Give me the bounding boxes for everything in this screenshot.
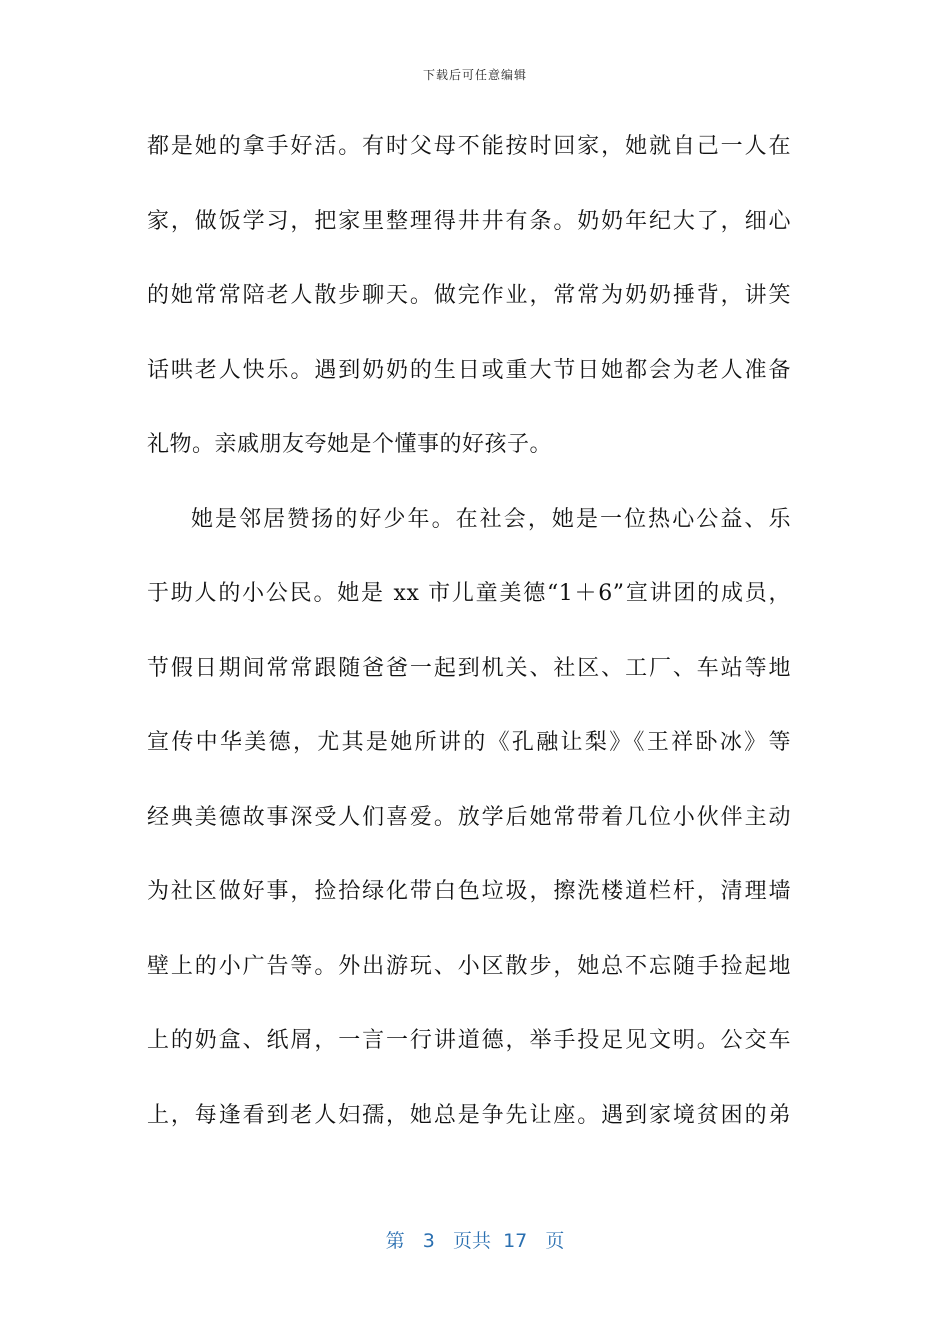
footer-page-number: 3	[422, 1230, 435, 1252]
text-line: 礼物。亲戚朋友夸她是个懂事的好孩子。	[147, 432, 553, 457]
text-line: 上，每逢看到老人妇孺，她总是争先让座。遇到家境贫困的弟	[147, 1102, 791, 1128]
text-line: 于助人的小公民。她是 xx 市儿童美德“1＋6”宣讲团的成员，	[147, 581, 791, 606]
text-line: 壁上的小广告等。外出游玩、小区散步，她总不忘随手捡起地	[147, 953, 791, 979]
text-line: 的她常常陪老人散步聊天。做完作业，常常为奶奶捶背，讲笑	[147, 283, 791, 308]
text-line: 话哄老人快乐。遇到奶奶的生日或重大节日她都会为老人准备	[147, 357, 791, 383]
footer-total-suffix: 页	[545, 1230, 565, 1252]
text-line: 经典美德故事深受人们喜爱。放学后她常带着几位小伙伴主动	[147, 804, 791, 830]
document-body	[147, 110, 791, 1153]
text-line: 家，做饭学习，把家里整理得井井有条。奶奶年纪大了，细心	[147, 208, 791, 234]
footer-page-prefix: 第	[385, 1230, 405, 1252]
page-footer	[0, 1226, 950, 1253]
footer-total-prefix: 页共	[452, 1230, 491, 1252]
text-line: 她是邻居赞扬的好少年。在社会，她是一位热心公益、乐	[191, 506, 791, 532]
page-header-note: 下载后可任意编辑	[422, 68, 527, 82]
text-line: 宣传中华美德，尤其是她所讲的《孔融让梨》《王祥卧冰》等	[147, 730, 791, 755]
text-line: 节假日期间常常跟随爸爸一起到机关、社区、工厂、车站等地	[147, 655, 791, 681]
text-line: 上的奶盒、纸屑，一言一行讲道德，举手投足见文明。公交车	[147, 1028, 791, 1053]
text-line: 为社区做好事，捡拾绿化带白色垃圾，擦洗楼道栏杆，清理墙	[147, 879, 791, 904]
footer-total-pages: 17	[503, 1230, 528, 1252]
text-line: 都是她的拿手好活。有时父母不能按时回家，她就自己一人在	[147, 134, 791, 159]
